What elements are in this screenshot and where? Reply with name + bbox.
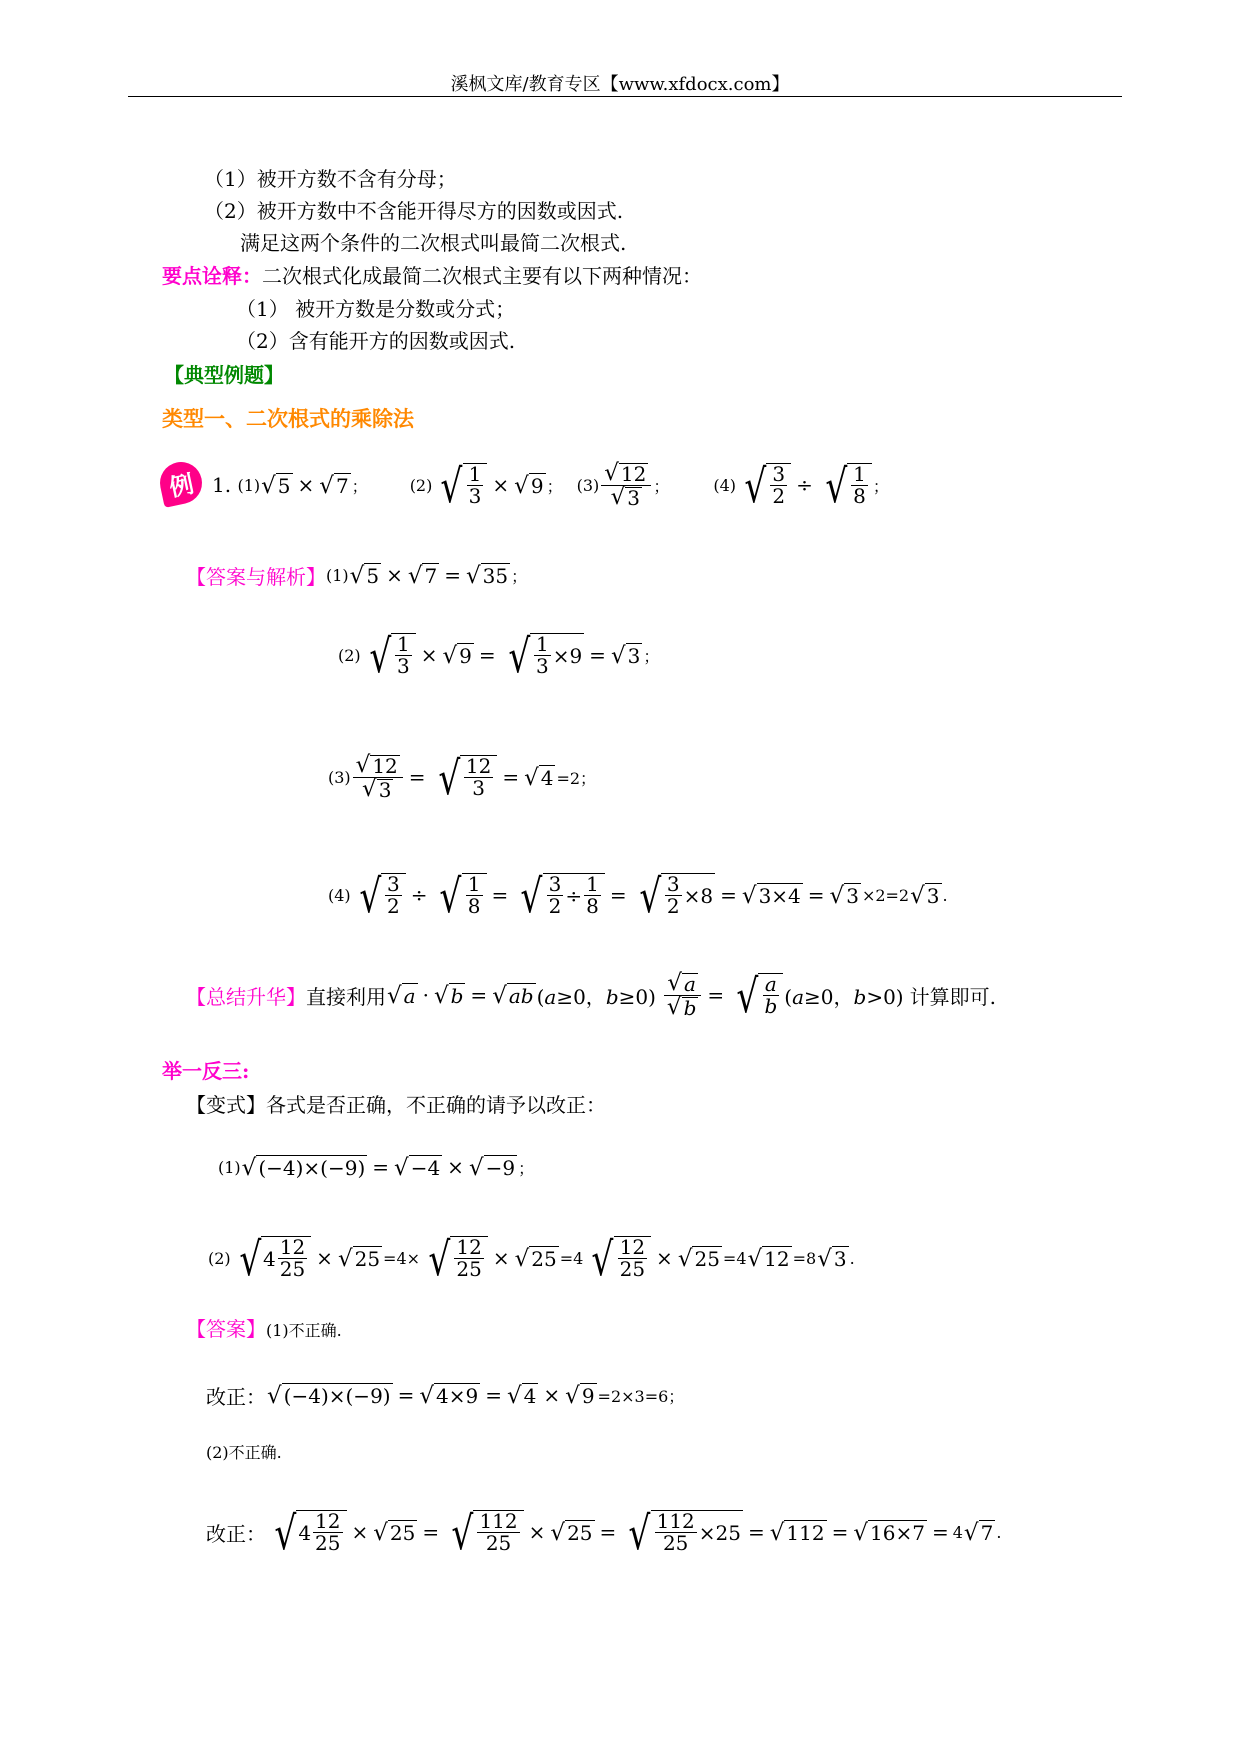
variant-1-row: (1) √ (−4)×(−9) = √ −4 × √ −9 ； (218, 1154, 535, 1181)
fix-1-row: 改正： √ (−4)×(−9) = √ 4×9 = √ 4 × √ 9 =2×3=6； (206, 1382, 685, 1409)
key-points-line (162, 263, 702, 289)
practice-ans-1: (1)不正确. (266, 1321, 342, 1340)
key-points-label: 要点诠释： (162, 264, 262, 288)
math-sqrt-5: √ 5 (261, 472, 291, 499)
a3-label: (3) (328, 767, 351, 787)
a4-label: (4) (328, 885, 351, 905)
answer-3-row: (3) √ 12 √ 3 = √ $\frac{12}{3}$ = √ 4 =2； (328, 750, 597, 805)
key-point-1: （1） 被开方数是分数或分式； (236, 297, 516, 321)
condition-1: （1）被开方数不含有分母； (204, 167, 457, 191)
q4-label: (4) (713, 475, 737, 495)
math-sqrt-3-over-2: √ $\frac{3}{2}$ (737, 463, 791, 507)
variant-2-row: (2) √ 4 $\frac{12}{25}$ × √ 25 =4× √ $\frac{12}{25}$ × √ 25 =4 √ $\frac{12}{25}$ × √ 25 =4 √ 12 =8 √ 3 . (208, 1231, 855, 1286)
fix-label-1: 改正： (206, 1384, 266, 1409)
answer-1-row: 【答案与解析】 (1) √ 5 × √ 7 = √ 35 ； (186, 562, 528, 589)
example-1-row: 1. (1) √ 5 × √ 7 ； (2) √ $\frac{1}{3}$ × √ 9 ； (3) √ 12 √ 3 ； (4) √ $\frac{3}{2}$ ÷ √ $\frac{1}{8}$ ； (212, 458, 889, 513)
header-divider (128, 96, 1122, 97)
type-one-heading: 类型一、二次根式的乘除法 (162, 406, 414, 431)
practice-heading: 举一反三: (162, 1059, 250, 1083)
q3-label: (3) (576, 475, 600, 495)
example-number: 1. (212, 473, 232, 497)
key-point-2: （2）含有能开方的因数或因式. (236, 329, 516, 353)
summary-row: 【总结升华】 直接利用 √ a · √ b = √ ab (a≥0，b≥0) √ a √ b = √ $\frac{a}{b}$ (a≥0，b>0) 计算即可. (186, 968, 996, 1023)
v1-label: (1) (218, 1157, 241, 1177)
page-header: 溪枫文库/教育专区【www.xfdocx.com】 (450, 74, 790, 95)
a2-label: (2) (338, 645, 361, 665)
typical-examples-heading: 【典型例题】 (164, 363, 284, 387)
math-sqrt-one-third: √ $\frac{1}{3}$ (433, 463, 487, 507)
key-points-text: 二次根式化成最简二次根式主要有以下两种情况： (262, 264, 702, 288)
example-badge: 例 (156, 458, 206, 508)
summary-post: 计算即可. (909, 984, 996, 1009)
q2-label: (2) (409, 475, 433, 495)
math-sqrt-1-over-8: √ $\frac{1}{8}$ (818, 463, 872, 507)
condition-summary: 满足这两个条件的二次根式叫最简二次根式. (240, 231, 627, 255)
a1-label: (1) (326, 565, 349, 585)
a3-result: =2； (556, 768, 597, 788)
answer-4-row: (4) √ $\frac{3}{2}$ ÷ √ $\frac{1}{8}$ = √ $\frac{3}{2}$ ÷ $\frac{1}{8}$ = √ $\frac{3}{2}$ ×8 = √ 3×4 = √ 3 ×2=2 √ 3 . (328, 868, 948, 923)
v2-label: (2) (208, 1248, 231, 1268)
fix-1-tail: =2×3=6； (597, 1386, 685, 1406)
math-frac-sqrt12-sqrt3: √ 12 √ 3 (601, 462, 651, 509)
answer-label: 【答案与解析】 (186, 564, 326, 589)
summary-pre: 直接利用 (306, 984, 386, 1009)
math-sqrt-7: √ 7 (319, 472, 349, 499)
q1-label: (1) (237, 475, 261, 495)
answer-2-row: (2) √ $\frac{1}{3}$ × √ 9 = √ $\frac{1}{3}$ ×9 = √ 3 ； (338, 628, 660, 683)
answer-2-line (186, 1316, 342, 1344)
variant-label: 【变式】 (186, 1093, 266, 1117)
practice-answer-label: 【答案】 (186, 1317, 266, 1341)
variant-line (186, 1092, 606, 1118)
math-sqrt-9: √ 9 (514, 472, 544, 499)
fix-2-row: 改正： √ 4 $\frac{12}{25}$ × √ 25 = √ $\frac{112}{25}$ × √ 25 = √ $\frac{112}{25}$ ×25 = √ 112 = √ 16×7 = 4 √ 7 . (206, 1505, 1002, 1560)
a4-tail: ×2=2 (861, 885, 910, 905)
fix-label-2: 改正： (206, 1521, 266, 1546)
summary-label: 【总结升华】 (186, 984, 306, 1009)
practice-ans-2: (2)不正确. (206, 1443, 282, 1462)
variant-text: 各式是否正确，不正确的请予以改正： (266, 1093, 606, 1117)
condition-2: （2）被开方数中不含能开得尽方的因数或因式. (204, 199, 624, 223)
